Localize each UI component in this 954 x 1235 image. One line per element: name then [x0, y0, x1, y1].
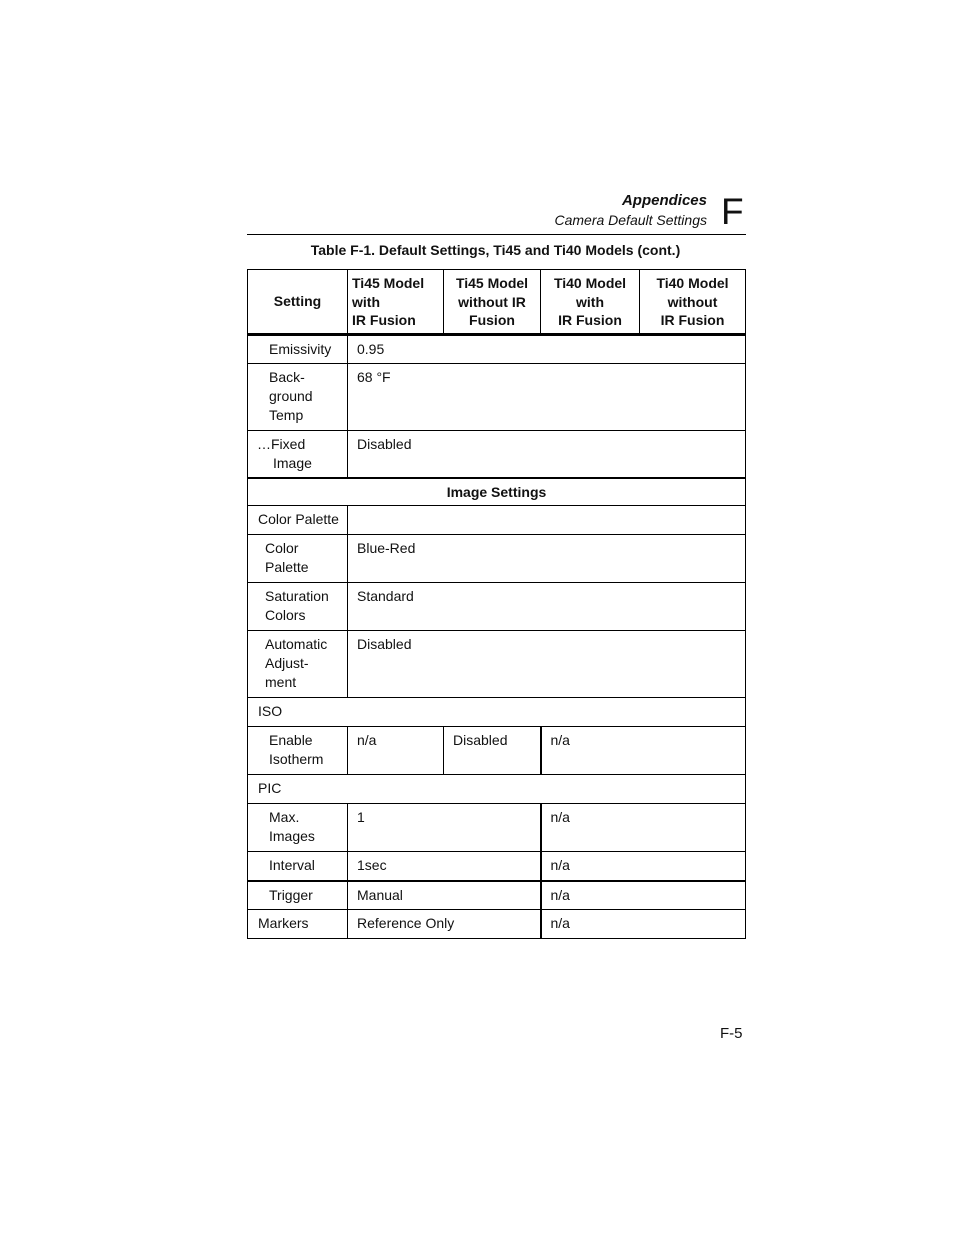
- value-emissivity: 0.95: [348, 335, 746, 364]
- table-row: [248, 583, 746, 631]
- value-isotherm-ti45-without: Disabled: [444, 727, 541, 775]
- table-row: [248, 852, 746, 881]
- value-markers-ti40: n/a: [541, 910, 746, 939]
- table-row: [248, 727, 746, 775]
- setting-markers: Markers: [248, 910, 348, 939]
- setting-trigger: Trigger: [248, 881, 348, 910]
- value-max-images-ti45: 1: [348, 804, 541, 852]
- empty-cell: [348, 506, 746, 535]
- setting-enable-isotherm: Enable Isotherm: [248, 727, 348, 775]
- col-header-setting: Setting: [248, 270, 348, 335]
- value-saturation-colors: Standard: [348, 583, 746, 631]
- table-row: [248, 364, 746, 431]
- page-number: F-5: [720, 1025, 743, 1042]
- value-fixed-image: Disabled: [348, 431, 746, 478]
- setting-color-palette: Color Palette: [248, 535, 348, 583]
- table-row: [248, 506, 746, 535]
- col-header-ti40-without-fusion: Ti40 Model without IR Fusion: [640, 270, 746, 335]
- chapter-letter: F: [721, 191, 744, 232]
- value-isotherm-ti45-with: n/a: [348, 727, 444, 775]
- table-row: [248, 881, 746, 910]
- setting-background-temp: Back- ground Temp: [248, 364, 348, 431]
- value-trigger-ti45: Manual: [348, 881, 541, 910]
- setting-saturation-colors: Saturation Colors: [248, 583, 348, 631]
- table-caption: Table F-1. Default Settings, Ti45 and Ti40 Models (cont.): [310, 242, 681, 258]
- table-row: [248, 431, 746, 478]
- setting-interval: Interval: [248, 852, 348, 881]
- running-header: [554, 191, 707, 230]
- subsection-title: Camera Default Settings: [554, 212, 707, 228]
- value-trigger-ti40: n/a: [541, 881, 746, 910]
- value-interval-ti45: 1sec: [348, 852, 541, 881]
- setting-emissivity: Emissivity: [248, 335, 348, 364]
- table-header-row: [248, 270, 746, 335]
- section-image-settings: Image Settings: [248, 478, 746, 506]
- value-color-palette: Blue-Red: [348, 535, 746, 583]
- default-settings-table: [247, 269, 746, 939]
- header-rule: [247, 234, 746, 235]
- group-pic: PIC: [248, 775, 746, 804]
- value-markers-ti45: Reference Only: [348, 910, 541, 939]
- table-row: [248, 478, 746, 506]
- group-iso: ISO: [248, 698, 746, 727]
- table-row: [248, 698, 746, 727]
- setting-automatic-adjustment: Automatic Adjust- ment: [248, 631, 348, 698]
- value-isotherm-ti40: n/a: [541, 727, 746, 775]
- value-background-temp: 68 °F: [348, 364, 746, 431]
- table-row: [248, 631, 746, 698]
- col-header-ti40-with-fusion: Ti40 Model with IR Fusion: [541, 270, 640, 335]
- section-title: Appendices: [621, 192, 707, 209]
- value-max-images-ti40: n/a: [541, 804, 746, 852]
- setting-max-images: Max. Images: [248, 804, 348, 852]
- table-row: [248, 910, 746, 939]
- value-interval-ti40: n/a: [541, 852, 746, 881]
- setting-fixed-image: …Fixed Image: [248, 431, 348, 478]
- table-row: [248, 775, 746, 804]
- table-row: [248, 804, 746, 852]
- col-header-ti45-with-fusion: Ti45 Model with IR Fusion: [348, 270, 444, 335]
- value-automatic-adjustment: Disabled: [348, 631, 746, 698]
- table-row: [248, 335, 746, 364]
- group-color-palette: Color Palette: [248, 506, 348, 535]
- table-row: [248, 535, 746, 583]
- col-header-ti45-without-fusion: Ti45 Model without IR Fusion: [444, 270, 541, 335]
